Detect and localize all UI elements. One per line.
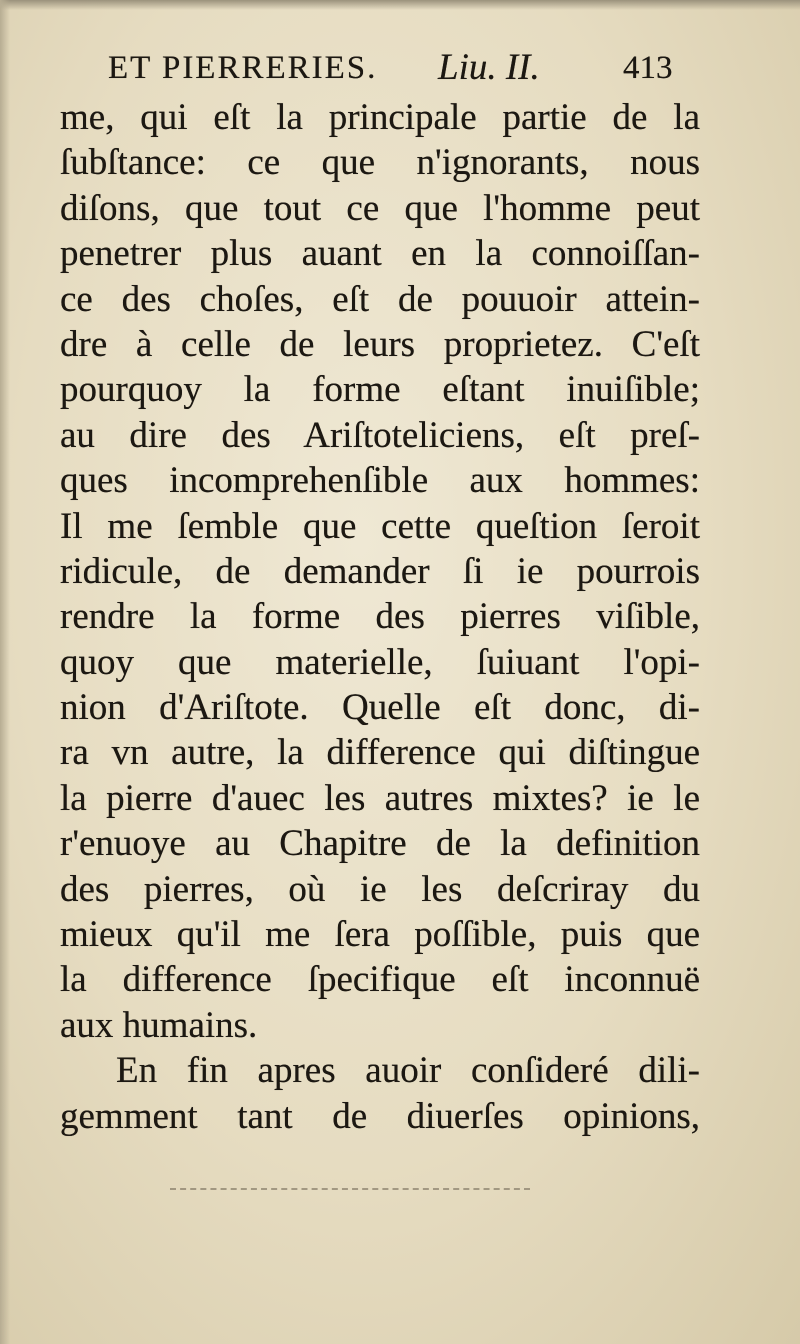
body-text: [60, 95, 700, 1139]
text-line: ſubſtance: ce que n'ignorants, nous: [60, 142, 700, 184]
text-line: En fin apres auoir conſideré dili-: [116, 1050, 700, 1092]
text-line: r'enuoye au Chapitre de la definition: [60, 823, 700, 865]
text-line: ra vn autre, la difference qui diſtingue: [60, 732, 700, 774]
text-line: la difference ſpecifique eſt inconnuë: [60, 959, 700, 1001]
page-gutter-shadow: [0, 0, 10, 1344]
text-line: des pierres, où ie les deſcriray du: [60, 868, 700, 910]
text-line: pourquoy la forme eſtant inuiſible;: [60, 369, 700, 411]
running-head: ET PIERRERIES.: [108, 50, 378, 86]
page-number: 413: [623, 50, 673, 86]
book-reference: Liu. II.: [438, 47, 540, 88]
text-line: rendre la forme des pierres viſible,: [60, 596, 700, 638]
text-line: nion d'Ariſtote. Quelle eſt donc, di-: [60, 687, 700, 729]
text-line: gemment tant de diuerſes opinions,: [60, 1095, 700, 1137]
page-header: [108, 44, 688, 96]
text-line: ce des choſes, eſt de pouuoir attein-: [60, 278, 700, 320]
text-line: ridicule, de demander ſi ie pourrois: [60, 550, 700, 592]
page-top-shadow: [0, 0, 800, 10]
text-line: la pierre d'auec les autres mixtes? ie le: [60, 777, 700, 819]
text-line: aux humains.: [60, 1004, 258, 1046]
text-line: mieux qu'il me ſera poſſible, puis que: [60, 914, 700, 956]
text-line: ques incomprehenſible aux hommes:: [60, 460, 700, 502]
text-line: au dire des Ariſtoteliciens, eſt preſ-: [60, 414, 700, 456]
text-line: dre à celle de leurs proprietez. C'eſt: [60, 323, 700, 365]
text-line: penetrer plus auant en la connoiſſan-: [60, 233, 700, 275]
text-line: Il me ſemble que cette queſtion ſeroit: [60, 505, 700, 547]
text-line: me, qui eſt la principale partie de la: [60, 97, 700, 138]
text-line: diſons, que tout ce que l'homme peut: [60, 187, 700, 229]
text-line: quoy que materielle, ſuiuant l'opi-: [60, 641, 700, 683]
faded-rule: [170, 1188, 530, 1190]
